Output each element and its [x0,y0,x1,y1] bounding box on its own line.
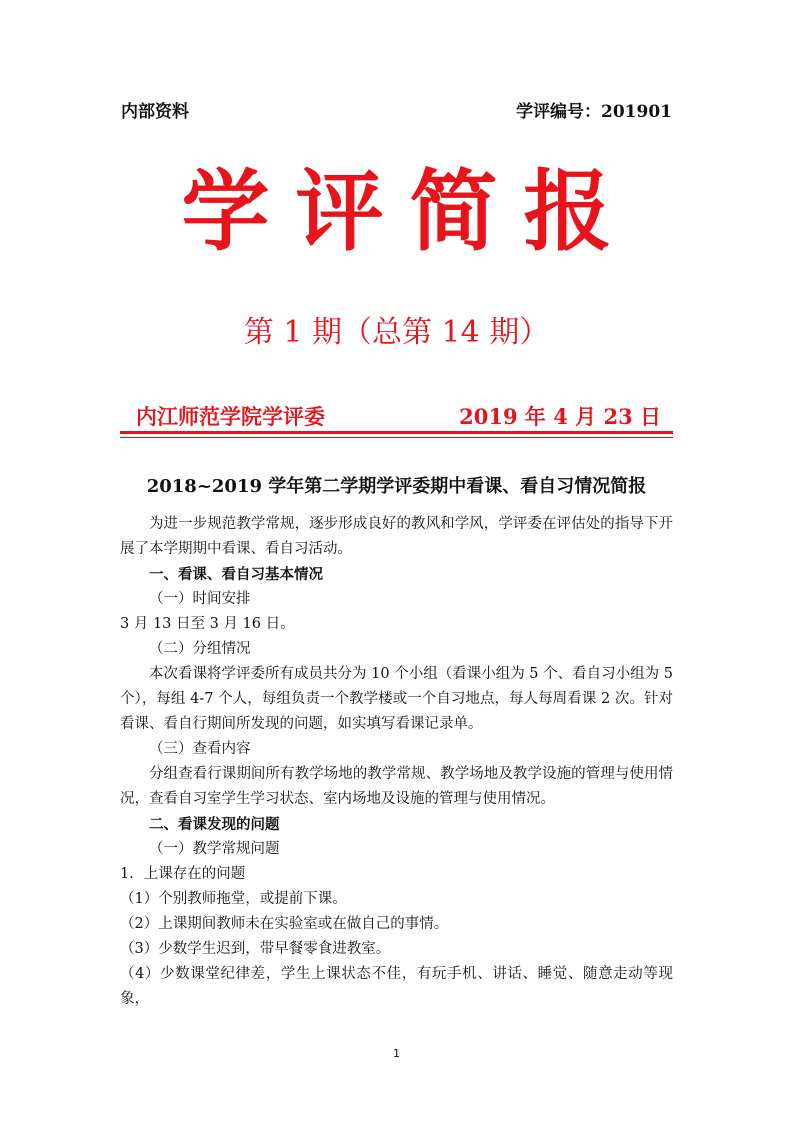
subsection-heading: （二）分组情况 [149,641,251,657]
subsection-heading: （三）查看内容 [149,741,251,757]
header-serial-number: 学评编号：201901 [516,102,672,122]
issue-number: 第 1 期（总第 14 期） [243,315,550,350]
page-number: 1 [393,1047,400,1060]
paragraph-intro: 为进一步规范教学常规，逐步形成良好的教风和学风，学评委在评估处的指导下开展了本学期期中看课、看自习活动。 [120,516,673,557]
list-item: （4）少数课堂纪律差，学生上课状态不佳，有玩手机、讲话、睡觉、随意走动等现象， [120,966,673,1007]
list-item: （2）上课期间教师未在实验室或在做自己的事情。 [120,916,449,932]
paragraph: 分组查看行课期间所有教学场地的教学常规、教学场地及教学设施的管理与使用情况，查看自习室学生学习状态、室内场地及设施的管理与使用情况。 [120,766,673,807]
section-heading: 一、看课、看自习基本情况 [149,566,323,583]
masthead-divider-thick [120,431,673,434]
subsection-heading: （一）时间安排 [149,591,251,607]
organization-name: 内江师范学院学评委 [136,404,325,429]
paragraph: 3 月 13 日至 3 月 16 日。 [120,616,295,632]
list-item: （3）少数学生迟到，带早餐零食进教室。 [120,941,391,957]
list-heading: 1．上课存在的问题 [120,866,246,882]
subsection-heading: （一）教学常规问题 [149,841,280,857]
article-body [120,512,673,1012]
publish-date: 2019 年 4 月 23 日 [459,404,661,429]
list-item: （1）个别教师拖堂，或提前下课。 [120,891,347,907]
masthead-divider-thin [120,437,673,438]
section-heading: 二、看课发现的问题 [149,816,280,833]
paragraph: 本次看课将学评委所有成员共分为 10 个小组（看课小组为 5 个、看自习小组为 5 个），每组 4-7 个人，每组负责一个教学楼或一个自习地点，每人每周看课 2 次。针对看课、看自行期间所发现的问题，如实填写看课记录单。 [120,666,673,732]
article-title: 2018~2019 学年第二学期学评委期中看课、看自习情况简报 [146,476,647,497]
masthead-title: 学评简报 [181,160,638,263]
header-left-label: 内部资料 [121,102,189,122]
